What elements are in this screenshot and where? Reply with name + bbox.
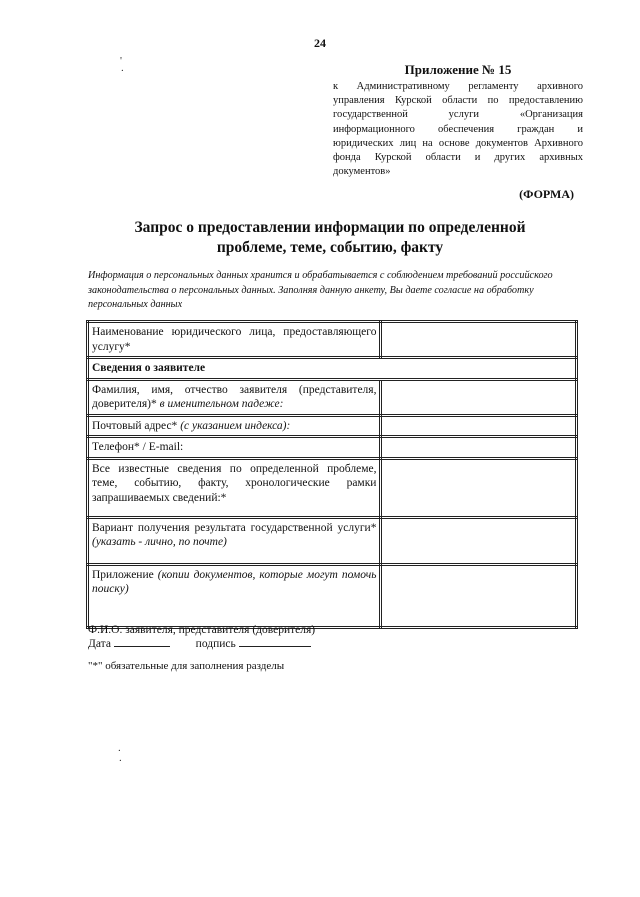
attachment-field[interactable] [381, 564, 577, 627]
attachment-label: Приложение (копии документов, которые могут помочь поиску) [88, 564, 381, 627]
address-field[interactable] [381, 415, 577, 437]
table-row [88, 458, 577, 517]
phone-label: Телефон* / E-mail: [88, 437, 381, 459]
scan-speck: . [118, 742, 121, 754]
table-row [88, 437, 577, 459]
appendix-text: к Административному регламенту архивного управления Курской области по предоставлению государственной услуги «Организация информационного обеспечения граждан и юридических лиц на основе документов Архивного фонда Курской области и других архивных документов» [333, 81, 583, 178]
signature-date-line: Дата подпись [88, 637, 315, 651]
request-form-table [86, 320, 578, 629]
address-label: Почтовый адрес* (с указанием индекса): [88, 415, 381, 437]
table-row [88, 379, 577, 415]
scan-speck: . [119, 752, 122, 764]
info-label: Все известные сведения по определенной проблеме, теме, событию, факту, хронологические рамки запрашиваемых сведений:* [88, 458, 381, 517]
page-number: 24 [314, 36, 326, 50]
org-field[interactable] [381, 322, 577, 358]
signature-fio-label: Ф.И.О. заявителя, представителя (доверителя) [88, 624, 316, 636]
signature-field[interactable] [239, 646, 311, 647]
appendix-block [333, 62, 583, 179]
org-label: Наименование юридического лица, предоставляющего услугу* [88, 322, 381, 358]
table-row [88, 415, 577, 437]
delivery-label: Вариант получения результата государственной услуги* (указать - лично, по почте) [88, 517, 381, 564]
phone-field[interactable] [381, 437, 577, 459]
date-field[interactable] [114, 646, 170, 647]
table-row [88, 517, 577, 564]
document-title: Запрос о предоставлении информации по определенной проблеме, теме, событию, факту [134, 219, 526, 256]
table-row [88, 322, 577, 358]
form-label: (ФОРМА) [519, 187, 574, 201]
scan-speck: . [121, 62, 124, 74]
section-applicant: Сведения о заявителе [88, 358, 577, 380]
table-row [88, 358, 577, 380]
delivery-field[interactable] [381, 517, 577, 564]
signature-block [88, 623, 315, 651]
info-field[interactable] [381, 458, 577, 517]
appendix-title: Приложение № 15 [404, 62, 512, 77]
fio-field[interactable] [381, 379, 577, 415]
consent-note: Информация о персональных данных хранится и обрабатывается с соблюдением требований российского законодательства о персональных данных. Заполняя данную анкету, Вы даете согласие на обработку персональных данных [88, 270, 553, 310]
table-row [88, 564, 577, 627]
required-footnote: "*" обязательные для заполнения разделы [88, 660, 285, 672]
scan-speck: ' [120, 55, 122, 67]
fio-label: Фамилия, имя, отчество заявителя (представителя, доверителя)* в именительном падеже: [88, 379, 381, 415]
